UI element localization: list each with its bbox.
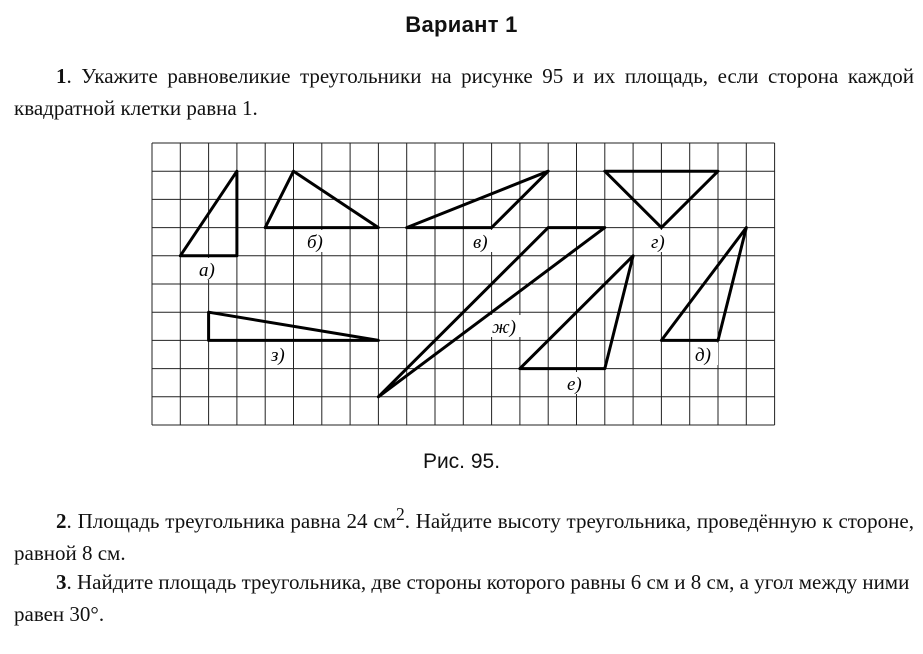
problem-1-text: . Укажите равновеликие треугольники на рисунке 95 и их площадь, если сторона каждой квадратной клетки равна 1. (14, 64, 914, 120)
label-v: в) (473, 232, 488, 253)
figure-caption: Рис. 95. (422, 450, 501, 473)
label-a: а) (199, 260, 215, 281)
label-zh: ж) (492, 317, 517, 338)
problem-3-number: 3 (56, 570, 67, 594)
problem-2-superscript: 2 (395, 504, 405, 524)
problem-2-number: 2 (56, 509, 67, 533)
problem-3-text: . Найдите площадь треугольника, две стороны которого равны 6 см и 8 см, а угол между ними равен 30°. (14, 570, 910, 626)
problem-1-number: 1 (56, 64, 67, 88)
variant-title: Вариант 1 (405, 12, 518, 37)
problem-2 (14, 498, 914, 569)
label-g: г) (651, 232, 665, 253)
label-e: е) (567, 374, 582, 395)
label-z: з) (271, 345, 285, 366)
problem-2-text-before: . Площадь треугольника равна 24 см (66, 509, 396, 533)
label-d: д) (695, 345, 711, 366)
problem-3 (14, 566, 914, 630)
label-b: б) (307, 232, 323, 253)
problem-2-text-after: . Найдите высоту треугольника, проведённую к стороне, равной 8 см. (14, 509, 914, 565)
grid (152, 143, 775, 425)
